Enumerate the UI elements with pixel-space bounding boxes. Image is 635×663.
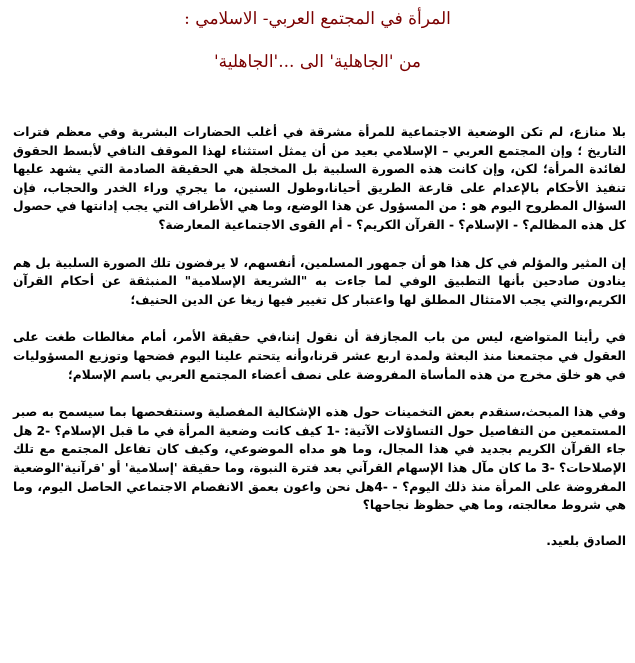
- paragraph: وفي هذا المبحث،سنقدم بعض التخمينات حول هذه الإشكالية المفصلية وسنتفحصها بما سيسمح به صبر المستمعين من التفاصيل حول التساؤلات الآتية: -1 كيف كانت وضعية المرأة في ما قبل الإسلام؟ -2 هل جاء القرآن الكريم بجديد في هذا المجال، وما هو مداه الموضوعي، وكيف كان تفاعل المجتمع مع تلك الإصلاحات؟ -3 ما كان مآل هذا الإسهام القرآني بعد فترة النبوة، وما حقيقة 'إسلامية' أو 'قرآنية'الوضعية المفروضة على المرأة منذ ذلك اليوم؟ - -4هل نحن واعون بعمق الانفصام الاجتماعي الحاصل اليوم، وما هي شروط معالجته، وما هي حظوظ نجاحها؟: [13, 405, 627, 513]
- title-line-2: من 'الجاهلية' الى ...'الجاهلية': [213, 52, 422, 72]
- paragraph: في رأينا المتواضع، ليس من باب المجازفة أن نقول إننا،في حقيقة الأمر، أمام مغالطات طغت على العقول في مجتمعنا منذ البعثة ولمدة اربع عشر قرنا،وأنه يتحتم علينا اليوم فضحها وتوزيع المسؤوليات في هو خلق مخرج من هذه المأساة المفروضة على نصف أعضاء المجتمع العربي باسم الإسلام؛: [13, 330, 626, 382]
- author-signature: الصادق بلعيد.: [546, 533, 626, 548]
- paragraph: إن المثير والمؤلم في كل هذا هو أن جمهور المسلمين، أنفسهم، لا يرفضون تلك الصورة السلبية بل هم ينادون صادحين بأنها التطبيق الوفي لما جاءت به "الشريعة الإسلامية" المنبثقة عن أحكام القرآن الكريم،والتي يجب الامتثال المطلق لها واعتبار كل تغيير فيها زيغا عن الدين الحنيف؛: [13, 255, 626, 307]
- paragraph: بلا منازع، لم تكن الوضعية الاجتماعية للمرأة مشرقة في أغلب الحضارات البشرية وفي معظم فترات التاريخ ؛ وإن المجتمع العربي – الإسلامي بعيد من أن يمثل استثناء لهذا الموقف النافي لأبسط الحقوق لفائدة المرأة؛ لكن، وإن كانت هذه الصورة السلبية بل المخجلة هي الحقيقة الصادمة التي يشهد عليها تنفيذ الأحكام بالإعدام على قارعة الطريق أحيانا،وطول السنين، ما يجري وراء الخدر والحجاب، فإن السؤال المطروح اليوم هو : من المسؤول عن هذا الوضع، وما هي الأطراف التي يجب إدانتها في حصول كل هذه المظالم؟ - الإسلام؟ - القرآن الكريم؟ - أم القوى الاجتماعية المعارضة؟: [13, 125, 626, 232]
- article-body: [13, 123, 626, 569]
- title-line-1: المرأة في المجتمع العربي- الاسلامي :: [184, 9, 451, 29]
